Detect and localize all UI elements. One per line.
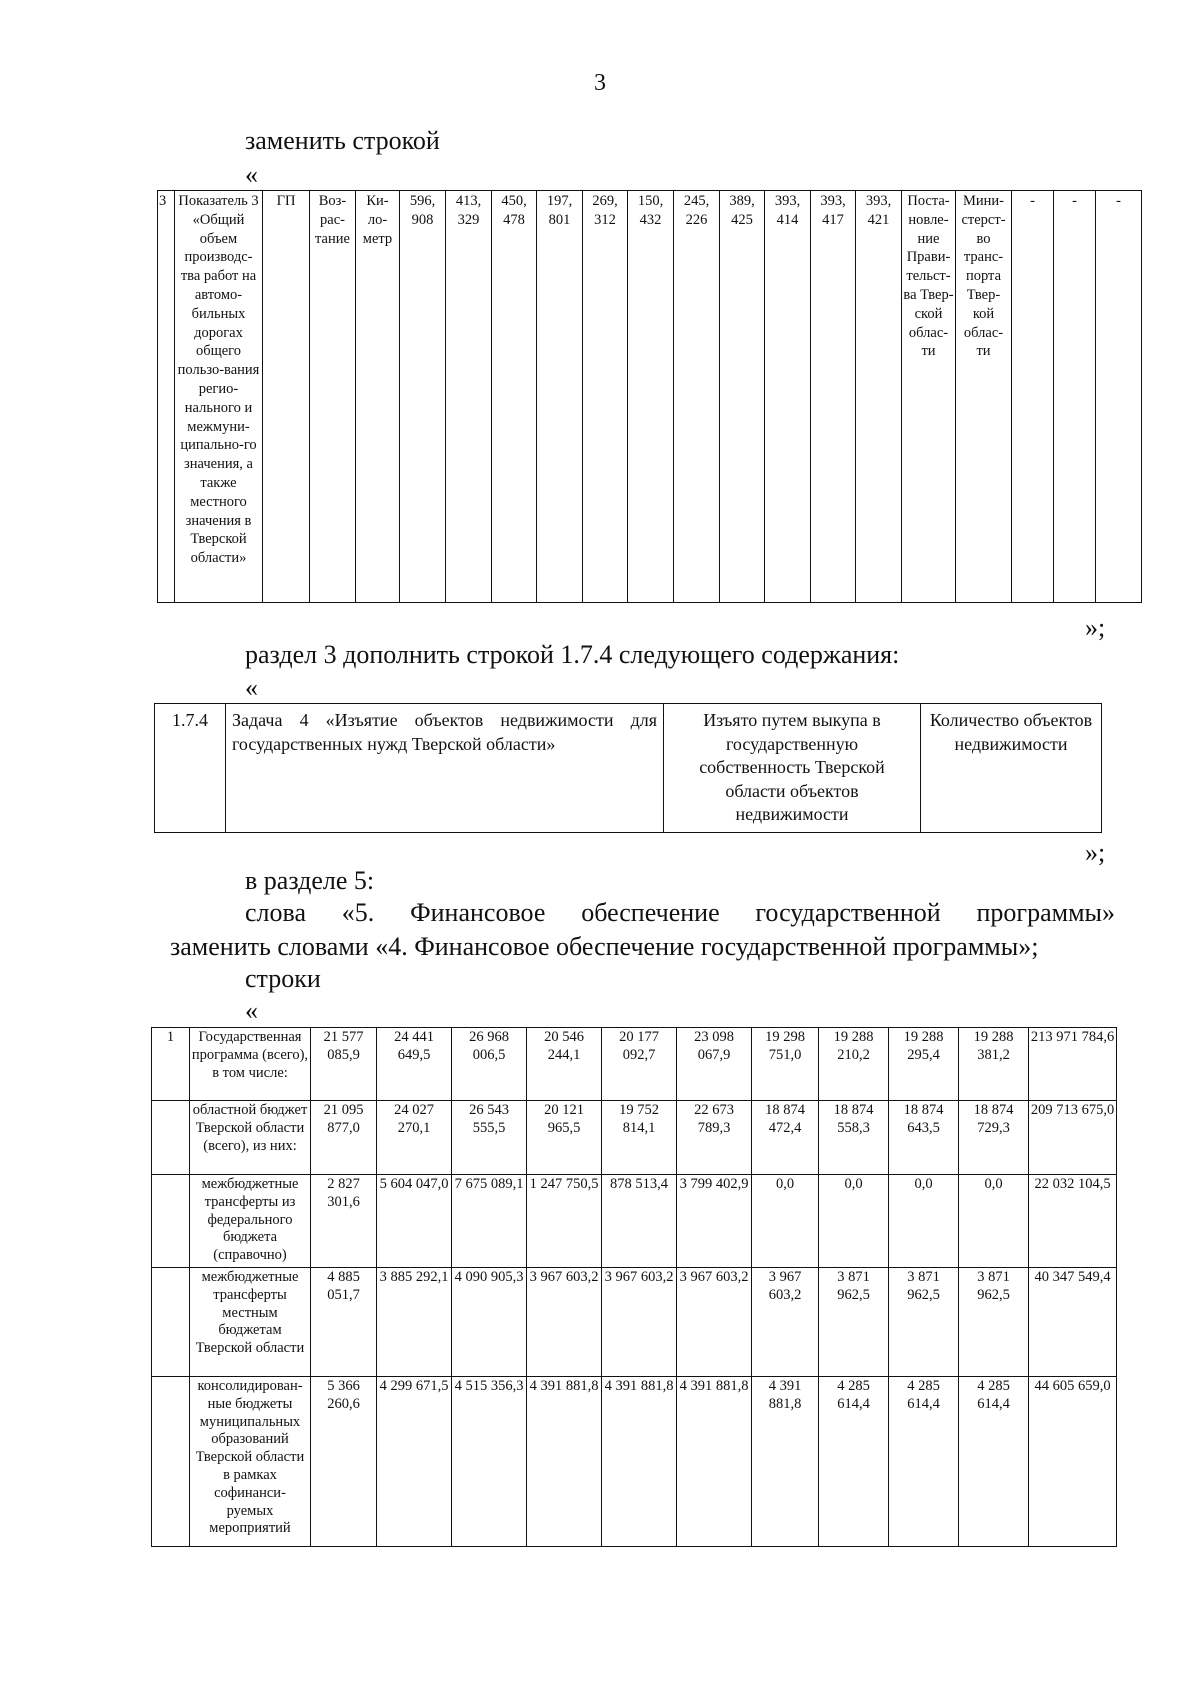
table-row — [155, 704, 1102, 833]
section3-add-text: раздел 3 дополнить строкой 1.7.4 следующего содержания: — [245, 640, 900, 669]
value-cell: 389, 425 — [720, 191, 765, 603]
row-number — [152, 1101, 190, 1175]
table-row — [152, 1028, 1117, 1101]
amount-cell: 3 967 603,2 — [752, 1268, 819, 1377]
amount-cell: 3 967 603,2 — [527, 1268, 602, 1377]
indicator-row-table — [157, 190, 1142, 603]
amount-cell: 0,0 — [819, 1175, 889, 1268]
task-name: Задача 4 «Изъятие объектов недвижимости для государственных нужд Тверской области» — [226, 704, 664, 833]
value-cell: 393, 421 — [856, 191, 902, 603]
amount-cell: 20 121 965,5 — [527, 1101, 602, 1175]
amount-cell: 24 441 649,5 — [377, 1028, 452, 1101]
task-unit: Количество объектов недвижимости — [921, 704, 1102, 833]
amount-cell: 0,0 — [959, 1175, 1029, 1268]
row-number: 1 — [152, 1028, 190, 1101]
amount-cell: 4 285 614,4 — [819, 1377, 889, 1547]
value-cell: 393, 414 — [765, 191, 811, 603]
funding-source-name: консолидирован-ные бюджеты муниципальных образований Тверской области в рамках софинанси-руемых мероприятий — [190, 1377, 311, 1547]
close-quote-2: »; — [1085, 838, 1106, 867]
amount-cell: 4 391 881,8 — [527, 1377, 602, 1547]
table-row — [152, 1268, 1117, 1377]
responsible-body: Мини-стерст-во транс-порта Твер-кой облас-ти — [956, 191, 1012, 603]
task-indicator: Изъято путем выкупа в государственную собственность Тверской области объектов недвижимости — [664, 704, 921, 833]
total-cell: 40 347 549,4 — [1029, 1268, 1117, 1377]
amount-cell: 3 967 603,2 — [677, 1268, 752, 1377]
close-quote-1: »; — [1085, 613, 1106, 642]
amount-cell: 18 874 558,3 — [819, 1101, 889, 1175]
amount-cell: 21 577 085,9 — [311, 1028, 377, 1101]
amount-cell: 22 673 789,3 — [677, 1101, 752, 1175]
dash-cell: - — [1012, 191, 1054, 603]
in-section5-text: в разделе 5: — [245, 866, 375, 895]
amount-cell: 21 095 877,0 — [311, 1101, 377, 1175]
table-row — [152, 1175, 1117, 1268]
total-cell: 209 713 675,0 — [1029, 1101, 1117, 1175]
amount-cell: 4 285 614,4 — [959, 1377, 1029, 1547]
financing-table — [151, 1027, 1117, 1547]
trend: Воз-рас-тание — [310, 191, 356, 603]
amount-cell: 26 543 555,5 — [452, 1101, 527, 1175]
rows-label: строки — [245, 964, 321, 993]
amount-cell: 3 885 292,1 — [377, 1268, 452, 1377]
total-cell: 213 971 784,6 — [1029, 1028, 1117, 1101]
source-document: Поста-новле-ние Прави-тельст-ва Твер-ской облас-ти — [902, 191, 956, 603]
words-line-1: слова «5. Финансовое обеспечение государственной программы» — [245, 898, 1115, 927]
amount-cell: 19 752 814,1 — [602, 1101, 677, 1175]
indicator-name: Показатель 3 «Общий объем производс-тва работ на автомо-бильных дорогах общего пользо-вания регио-нального и межмуни-ципально-го значения, а также местного значения в Тверской области» — [175, 191, 263, 603]
amount-cell: 4 391 881,8 — [752, 1377, 819, 1547]
table-row — [152, 1377, 1117, 1547]
amount-cell: 19 288 210,2 — [819, 1028, 889, 1101]
amount-cell: 18 874 729,3 — [959, 1101, 1029, 1175]
amount-cell: 0,0 — [752, 1175, 819, 1268]
amount-cell: 3 967 603,2 — [602, 1268, 677, 1377]
total-cell: 22 032 104,5 — [1029, 1175, 1117, 1268]
amount-cell: 20 177 092,7 — [602, 1028, 677, 1101]
unit: Ки-ло-метр — [356, 191, 400, 603]
funding-source-name: межбюджетные трансферты местным бюджетам Тверской области — [190, 1268, 311, 1377]
amount-cell: 3 799 402,9 — [677, 1175, 752, 1268]
amount-cell: 18 874 472,4 — [752, 1101, 819, 1175]
amount-cell: 4 090 905,3 — [452, 1268, 527, 1377]
amount-cell: 26 968 006,5 — [452, 1028, 527, 1101]
open-quote-2: « — [245, 673, 258, 702]
amount-cell: 4 391 881,8 — [677, 1377, 752, 1547]
amount-cell: 24 027 270,1 — [377, 1101, 452, 1175]
amount-cell: 4 391 881,8 — [602, 1377, 677, 1547]
amount-cell: 4 515 356,3 — [452, 1377, 527, 1547]
amount-cell: 18 874 643,5 — [889, 1101, 959, 1175]
table-row — [152, 1101, 1117, 1175]
value-cell: 269, 312 — [583, 191, 628, 603]
amount-cell: 23 098 067,9 — [677, 1028, 752, 1101]
open-quote-1: « — [245, 160, 258, 189]
amount-cell: 878 513,4 — [602, 1175, 677, 1268]
row-number — [152, 1175, 190, 1268]
amount-cell: 4 885 051,7 — [311, 1268, 377, 1377]
amount-cell: 19 288 381,2 — [959, 1028, 1029, 1101]
amount-cell: 7 675 089,1 — [452, 1175, 527, 1268]
amount-cell: 5 366 260,6 — [311, 1377, 377, 1547]
value-cell: 150, 432 — [628, 191, 674, 603]
words-line-2: заменить словами «4. Финансовое обеспечение государственной программы»; — [170, 932, 1039, 961]
row-number — [152, 1377, 190, 1547]
amount-cell: 3 871 962,5 — [889, 1268, 959, 1377]
amount-cell: 0,0 — [889, 1175, 959, 1268]
amount-cell: 2 827 301,6 — [311, 1175, 377, 1268]
program-code: ГП — [263, 191, 310, 603]
amount-cell: 4 299 671,5 — [377, 1377, 452, 1547]
row-number — [152, 1268, 190, 1377]
amount-cell: 3 871 962,5 — [959, 1268, 1029, 1377]
amount-cell: 1 247 750,5 — [527, 1175, 602, 1268]
value-cell: 245, 226 — [674, 191, 720, 603]
amount-cell: 19 298 751,0 — [752, 1028, 819, 1101]
amount-cell: 5 604 047,0 — [377, 1175, 452, 1268]
amount-cell: 20 546 244,1 — [527, 1028, 602, 1101]
funding-source-name: межбюджетные трансферты из федерального бюджета (справочно) — [190, 1175, 311, 1268]
dash-cell: - — [1096, 191, 1142, 603]
amount-cell: 3 871 962,5 — [819, 1268, 889, 1377]
amount-cell: 4 285 614,4 — [889, 1377, 959, 1547]
funding-source-name: областной бюджет Тверской области (всего), из них: — [190, 1101, 311, 1175]
task-number: 1.7.4 — [155, 704, 226, 833]
page-number: 3 — [594, 70, 606, 96]
value-cell: 596, 908 — [400, 191, 446, 603]
table-row — [158, 191, 1142, 603]
replace-with-row-text: заменить строкой — [245, 126, 440, 155]
value-cell: 450, 478 — [492, 191, 537, 603]
value-cell: 197, 801 — [537, 191, 583, 603]
open-quote-3: « — [245, 996, 258, 1025]
dash-cell: - — [1054, 191, 1096, 603]
value-cell: 393, 417 — [811, 191, 856, 603]
row-number: 3 — [158, 191, 175, 603]
task-row-table — [154, 703, 1102, 833]
amount-cell: 19 288 295,4 — [889, 1028, 959, 1101]
total-cell: 44 605 659,0 — [1029, 1377, 1117, 1547]
value-cell: 413, 329 — [446, 191, 492, 603]
funding-source-name: Государственная программа (всего), в том числе: — [190, 1028, 311, 1101]
